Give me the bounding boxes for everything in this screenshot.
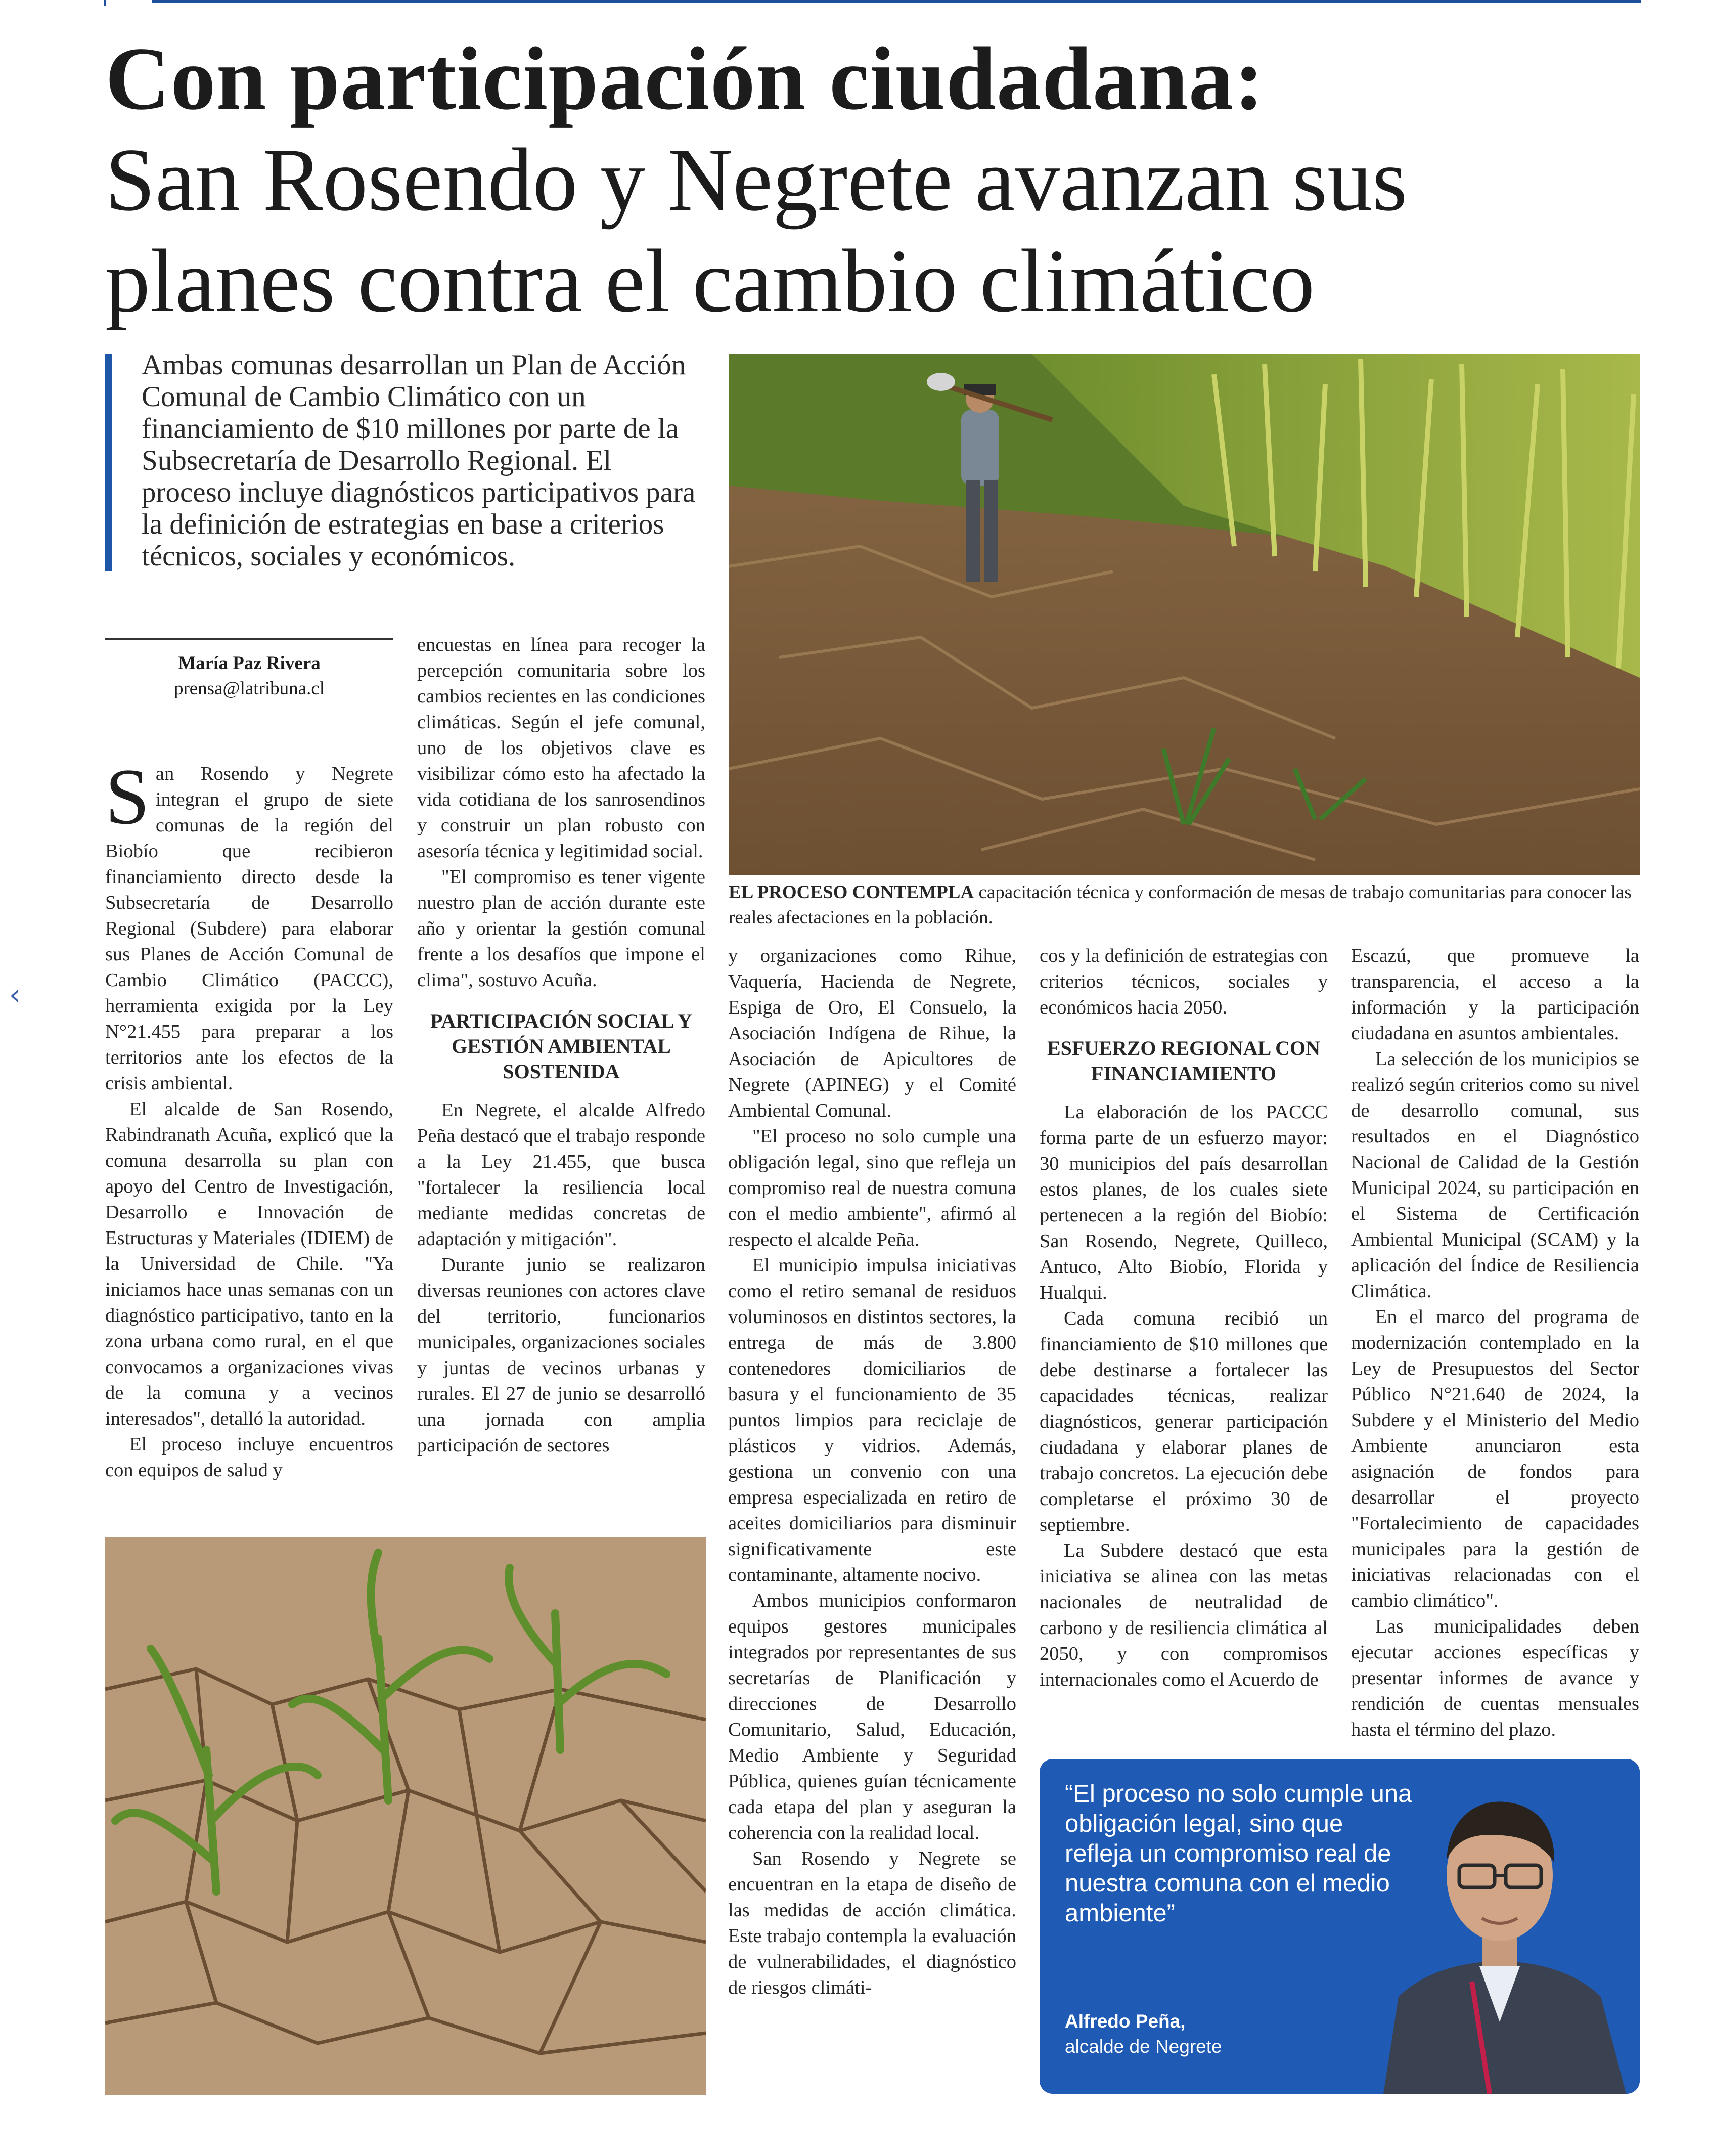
farmer-dry-field-photo <box>729 354 1640 875</box>
paragraph: La Subdere destacó que esta iniciativa se alinea con las metas nacionales de neutralidad de carbono y de resiliencia climática al 2050, y con compromisos internacionales como el Acuerdo de <box>1040 1540 1328 1690</box>
paragraph: El municipio impulsa iniciativas como el retiro semanal de residuos voluminosos en distintos sectores, la entrega de más de 3.800 contenedores domiciliarios de basura y el funcionamiento de 35 puntos limpios para reciclaje de plásticos y vidrios. Además, gestiona un convenio con una empresa especializada en retiro de aceites domiciliarios para disminuir significativamente este contaminante, altamente nocivo. <box>728 1255 1016 1586</box>
paragraph: La elaboración de los PACCC forma parte de un esfuerzo mayor: 30 municipios del país desarrollan estos planes, de los cuales siete pertenecen a la región del Biobío: San Rosendo, Negrete, Quilleco, Antuco, Alto Biobío, Florida y Hualqui. <box>1040 1102 1328 1303</box>
paragraph: Cada comuna recibió un financiamiento de $10 millones que debe destinarse a fortalecer las capacidades técnicas, realizar diagnósticos, generar participación ciudadana y elaborar planes de trabajo concretos. La ejecución debe completarse el próximo 30 de septiembre. <box>1040 1308 1328 1535</box>
cracked-soil-corn-photo <box>105 1537 706 2095</box>
paragraph: "El proceso no solo cumple una obligación legal, sino que refleja un compromiso real de nuestra comuna con el medio ambiente", afirmó al respecto el alcalde Peña. <box>728 1126 1016 1250</box>
author-name: María Paz Rivera <box>178 653 321 674</box>
paragraph <box>105 753 393 1096</box>
article-column-3 <box>728 943 1016 2001</box>
paragraph: y organizaciones como Rihue, Vaquería, Hacienda de Negrete, Espiga de Oro, El Consuelo, la Asociación Indígena de Rihue, la Asociación de Apicultores de Negrete (APINEG) y el Comité Ambiental Comunal. <box>728 945 1016 1121</box>
dropcap: S <box>105 753 150 841</box>
article-column-1 <box>105 753 393 1483</box>
headline-line-2: San Rosendo y Negrete avanzan sus <box>105 129 1408 230</box>
lead-accent-bar <box>105 354 112 571</box>
quote-author-name: Alfredo Peña, <box>1065 2011 1186 2032</box>
paragraph: Escazú, que promueve la transparencia, el acceso a la información y la participación ciudadana en asuntos ambientales. <box>1351 945 1639 1044</box>
paragraph: Durante junio se realizaron diversas reuniones con actores clave del territorio, funcionarios municipales, organizaciones sociales y juntas de vecinos urbanas y rurales. El 27 de junio se desarrolló una jornada con amplia participación de sectores <box>417 1254 705 1456</box>
paragraph: En el marco del programa de modernización contemplado en la Ley de Presupuestos del Sector Público N°21.640 de 2024, la Subdere y el Ministerio del Medio Ambiente anunciaron esta asignación de fondos para desarrollar el proyecto "Fortalecimiento de capacidades municipales para la gestión de iniciativas relacionadas con el cambio climático". <box>1351 1306 1639 1611</box>
article-column-2 <box>417 632 705 1459</box>
byline-rule <box>105 638 393 640</box>
paragraph: La selección de los municipios se realizó según criterios como su nivel de desarrollo comunal, sus resultados en el Diagnóstico Nacional de Calidad de la Gestión Municipal 2024, su participación en el Sistema de Certificación Ambiental Municipal (SCAM) y la aplicación del Índice de Resiliencia Climática. <box>1351 1048 1639 1302</box>
paragraph: En Negrete, el alcalde Alfredo Peña destacó que el trabajo responde a la Ley 21.455, que busca "fortalecer la resiliencia local mediante medidas concretas de adaptación y mitigación". <box>417 1099 705 1250</box>
subhead: PARTICIPACIÓN SOCIAL Y GESTIÓN AMBIENTAL SOSTENIDA <box>430 1009 692 1083</box>
paragraph-text: an Rosendo y Negrete integran el grupo de siete comunas de la región del Biobío que recibieron financiamiento directo desde la Subsecretaría de Desarrollo Regional (Subdere) para elaborar sus Planes de Acción Comunal de Cambio Climático (PACCC), herramienta exigida por la Ley N°21.455 para preparar a los territorios ante los efectos de la crisis ambiental. <box>105 763 393 1094</box>
paragraph: "El compromiso es tener vigente nuestro plan de acción durante este año y orientar la gestión comunal frente a los desafíos que impone el clima", sostuvo Acuña. <box>417 866 705 991</box>
paragraph: Ambos municipios conformaron equipos gestores municipales integrados por representantes de sus secretarías de Planificación y direcciones de Desarrollo Comunitario, Salud, Educación, Medio Ambiente y Seguridad Pública, quienes guían técnicamente cada etapa del plan y aseguran la coherencia con la realidad local. <box>728 1590 1016 1843</box>
paragraph: Las municipalidades deben ejecutar acciones específicas y presentar informes de avance y rendición de cuentas mensuales hasta el término del plazo. <box>1351 1616 1639 1740</box>
headline-line-3: planes contra el cambio climático <box>105 231 1315 331</box>
paragraph: San Rosendo y Negrete se encuentran en la etapa de diseño de las medidas de acción climática. Este trabajo contempla la evaluación de vulnerabilidades, el diagnóstico de riesgos climáti- <box>728 1848 1016 1998</box>
article-column-4 <box>1040 943 1328 1693</box>
headline-line-1: Con participación ciudadana: <box>105 28 1265 128</box>
author-email[interactable]: prensa@latribuna.cl <box>173 678 325 699</box>
pull-quote-text: “El proceso no solo cumple una obligación legal, sino que refleja un compromiso real de nuestra comuna con el medio ambiente” <box>1065 1780 1412 1927</box>
subhead: ESFUERZO REGIONAL CON FINANCIAMIENTO <box>1047 1037 1321 1085</box>
paragraph: cos y la definición de estrategias con criterios técnicos, sociales y económicos hacia 2050. <box>1040 945 1328 1018</box>
top-rule <box>152 0 1641 3</box>
article-column-5 <box>1351 943 1639 1743</box>
headline <box>105 28 1597 331</box>
caption-text: capacitación técnica y conformación de mesas de trabajo comunitarias para conocer las reales afectaciones en la población. <box>729 882 1632 928</box>
photo-caption <box>729 880 1640 931</box>
pull-quote-box <box>1040 1759 1640 2094</box>
paragraph: encuestas en línea para recoger la percepción comunitaria sobre los cambios recientes en las condiciones climáticas. Según el jefe comunal, uno de los objetivos clave es visibilizar cómo esto ha afectado la vida cotidiana de los sanrosendinos y construir un plan robusto con asesoría técnica y legitimidad social. <box>417 634 705 862</box>
quote-author-role: alcalde de Negrete <box>1065 2036 1222 2057</box>
paragraph: El alcalde de San Rosendo, Rabindranath Acuña, explicó que la comuna desarrolla su plan con apoyo del Centro de Investigación, Desarrollo e Innovación de Estructuras y Materiales (IDIEM) de la Universidad de Chile. "Ya iniciamos hace unas semanas con un diagnóstico participativo, tanto en la zona urbana como rural, en el que convocamos a organizaciones vivas de la comuna y a vecinos interesados", detalló la autoridad. <box>105 1098 393 1429</box>
caption-lead: EL PROCESO CONTEMPLA <box>729 882 974 903</box>
paragraph: El proceso incluye encuentros con equipos de salud y <box>105 1434 393 1481</box>
lead-paragraph: Ambas comunas desarrollan un Plan de Acción Comunal de Cambio Climático con un financiamiento de $10 millones por parte de la Subsecretaría de Desarrollo Regional. El proceso incluye diagnósticos participativos para la definición de estrategias en base a criterios técnicos, sociales y económicos. <box>142 349 696 572</box>
top-tick <box>104 0 106 6</box>
chevron-left-icon[interactable]: ‹ <box>9 979 21 1011</box>
